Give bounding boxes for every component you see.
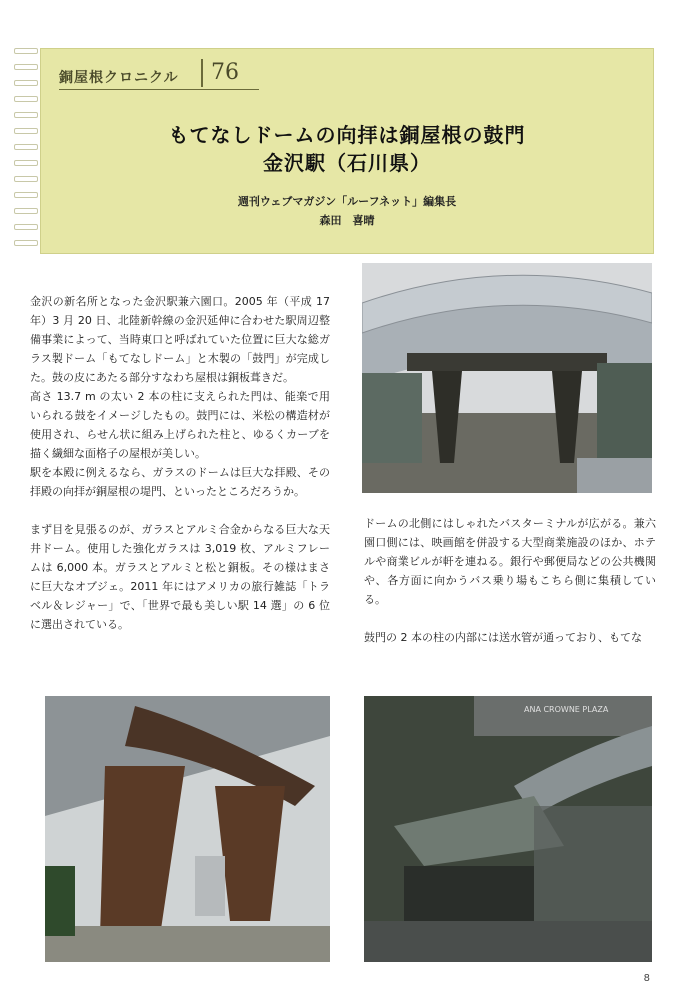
- binder-hole: [14, 48, 38, 54]
- binder-hole: [14, 176, 38, 182]
- photo-illustration: [45, 696, 330, 962]
- body-paragraph: 高さ 13.7 m の太い 2 本の柱に支えられた門は、能楽で用いられる鼓をイメージしたもの。鼓門には、米松の構造材が使用され、らせん状に組み上げられた柱と、ゆるくカーブを描く繊細な面格子の屋根が美しい。: [30, 390, 330, 460]
- photo-tsuzumi-gate-below: [45, 696, 330, 962]
- series-underline: [59, 89, 259, 90]
- article-header: [40, 48, 654, 254]
- body-paragraph: ドームの北側にはしゃれたバスターミナルが広がる。兼六園口側には、映画館を併設する大型商業施設のほか、ホテルや商業ビルが軒を連ねる。銀行や郵便局などの公共機関や、各方面に向かうバス乗り場もこちら側に集積している。: [364, 517, 656, 606]
- binder-hole: [14, 192, 38, 198]
- binder-hole: [14, 112, 38, 118]
- photo-illustration: [364, 696, 652, 962]
- binder-hole: [14, 208, 38, 214]
- binder-hole: [14, 80, 38, 86]
- body-paragraph: 駅を本殿に例えるなら、ガラスのドームは巨大な拝殿、その拝殿の向拝が銅屋根の堤門、といったところだろうか。: [30, 466, 330, 498]
- author-name: 森田 喜晴: [319, 214, 375, 227]
- series-label: 銅屋根クロニクル: [59, 70, 179, 86]
- photo-tsuzumi-gate-front: [362, 263, 652, 493]
- photo-tsuzumi-gate-aerial: [364, 696, 652, 962]
- body-paragraph: まず目を見張るのが、ガラスとアルミ合金からなる巨大な天井ドーム。使用した強化ガラスは 3,019 枚、アルミフレームは 6,000 本。ガラスとアルミと松と銅板。その様はまさに巨大なオブジェ。2011 年にはアメリカの旅行雑誌「トラベル＆レジャー」で、「世界で最も美しい駅 14 選」の 6 位に選出されている。: [30, 523, 330, 631]
- body-paragraph: 金沢の新名所となった金沢駅兼六園口。2005 年（平成 17 年）3 月 20 日、北陸新幹線の金沢延伸に合わせた駅周辺整備事業によって、当時東口と呼ばれていた位置に巨大な総ガラス製ドーム「もてなしドーム」と木製の「鼓門」が完成した。鼓の皮にあたる部分すなわち屋根は銅板葺きだ。: [30, 295, 330, 384]
- hotel-sign: ANA CROWNE PLAZA: [524, 705, 609, 714]
- binder-hole: [14, 128, 38, 134]
- left-column-text: [30, 292, 330, 634]
- article-subtitle: 金沢駅（石川県）: [263, 151, 431, 175]
- article-title: もてなしドームの向拝は銅屋根の鼓門: [168, 123, 526, 147]
- binder-hole: [14, 144, 38, 150]
- binder-holes: [14, 48, 38, 258]
- binder-hole: [14, 96, 38, 102]
- author-role: 週刊ウェブマガジン「ルーフネット」編集長: [237, 195, 457, 208]
- series-number: 76: [201, 59, 239, 87]
- binder-hole: [14, 160, 38, 166]
- photo-illustration: [362, 263, 652, 493]
- body-paragraph: 鼓門の 2 本の柱の内部には送水管が通っており、もてな: [364, 631, 642, 644]
- right-column-text: [364, 514, 656, 647]
- binder-hole: [14, 64, 38, 70]
- binder-hole: [14, 240, 38, 246]
- binder-hole: [14, 224, 38, 230]
- page-number: 8: [643, 973, 650, 984]
